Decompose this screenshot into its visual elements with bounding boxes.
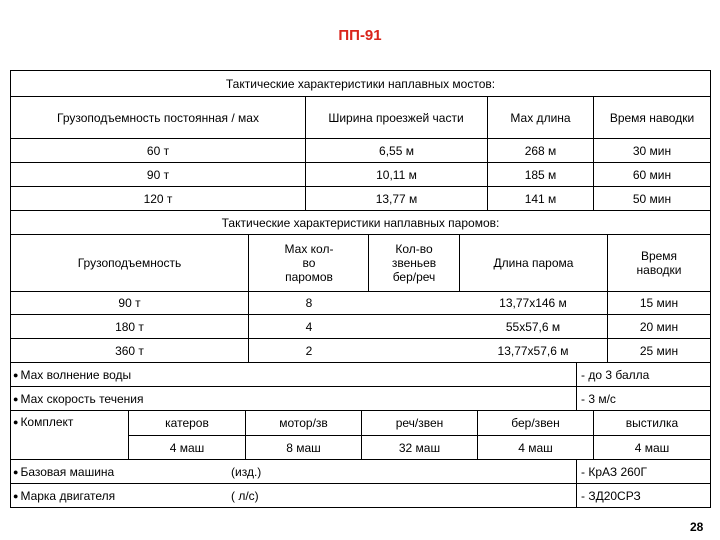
table-cell: 360 т	[115, 343, 144, 358]
table-cell: 180 т	[115, 319, 144, 334]
table-cell: 2	[305, 343, 313, 358]
bullet-icon: ●	[13, 369, 19, 380]
table-cell: 10,11 м	[376, 167, 417, 182]
bridges-col-length: Мах длина	[510, 110, 571, 125]
table-cell: 8	[305, 296, 313, 310]
table-cell: 50 мин	[632, 191, 672, 206]
bullet-icon: ●	[13, 466, 19, 477]
table-cell: 13,77х57,6 м	[497, 343, 569, 358]
table-cell: 55х57,6 м	[505, 319, 561, 334]
ferries-col-time: Время наводки	[636, 249, 682, 277]
kit-label: ● Комплект	[13, 415, 74, 429]
divider	[576, 459, 577, 507]
table-cell: 60 мин	[632, 167, 672, 182]
table-cell: 141 м	[524, 191, 557, 206]
bridges-col-width: Ширина проезжей части	[328, 110, 464, 125]
specs-table	[10, 70, 711, 508]
table-cell: 13,77х146 м	[499, 296, 567, 310]
engine-value: - ЗД20СРЗ	[581, 488, 641, 503]
ferries-col-links: Кол-во звеньев бер/реч	[391, 242, 437, 284]
kit-col-deck: выстилка	[625, 416, 679, 430]
divider	[368, 234, 369, 291]
waves-value: - до 3 балла	[581, 367, 650, 382]
current-value: - 3 м/с	[581, 391, 616, 406]
base-value: - КрАЗ 260Г	[581, 464, 647, 479]
current-label: ● Мах скорость течения	[13, 391, 144, 406]
table-cell: 90 т	[118, 296, 141, 310]
ferries-col-capacity: Грузоподъемность	[77, 256, 182, 270]
table-cell: 8 маш	[286, 440, 321, 455]
engine-label: ● Марка двигателя	[13, 488, 116, 503]
table-cell: 20 мин	[639, 319, 679, 334]
bullet-icon: ●	[13, 393, 19, 404]
table-cell: 4 маш	[518, 440, 553, 455]
ferries-col-length: Длина парома	[493, 256, 574, 270]
kit-col-motor: мотор/зв	[279, 416, 328, 430]
kit-col-boats: катеров	[165, 416, 209, 430]
table-cell: 268 м	[524, 143, 557, 158]
table-cell: 15 мин	[639, 296, 679, 310]
table-cell: 6,55 м	[379, 143, 414, 158]
divider	[576, 362, 577, 410]
page-number: 28	[690, 520, 704, 534]
bridges-col-time: Время наводки	[609, 110, 695, 125]
ferries-col-count: Мах кол-во паромов	[284, 242, 334, 284]
table-cell: 4 маш	[634, 440, 670, 455]
table-cell: 32 маш	[398, 440, 441, 455]
base-note: (изд.)	[231, 464, 262, 479]
waves-label: ● Мах волнение воды	[13, 367, 132, 382]
kit-col-shore: бер/звен	[511, 416, 560, 430]
table-cell: 4 маш	[169, 440, 205, 455]
table-cell: 90 т	[146, 167, 170, 182]
table-cell: 30 мин	[632, 143, 672, 158]
bullet-icon: ●	[13, 417, 19, 427]
page-title: ПП-91	[338, 27, 382, 44]
bridges-col-capacity: Грузоподъемность постоянная / мах	[57, 110, 259, 125]
base-label: ● Базовая машина	[13, 464, 115, 479]
table-cell: 25 мин	[639, 343, 679, 358]
table-cell: 4	[305, 319, 313, 334]
bullet-icon: ●	[13, 490, 19, 501]
kit-col-river: реч/звен	[395, 416, 444, 430]
table-cell: 13,77 м	[375, 191, 418, 206]
bridges-header: Тактические характеристики наплавных мостов:	[225, 76, 496, 91]
table-cell: 185 м	[524, 167, 557, 182]
ferries-header: Тактические характеристики наплавных паромов:	[221, 215, 500, 230]
table-cell: 120 т	[143, 191, 173, 206]
engine-note: ( л/с)	[231, 488, 259, 503]
table-cell: 60 т	[146, 143, 170, 158]
